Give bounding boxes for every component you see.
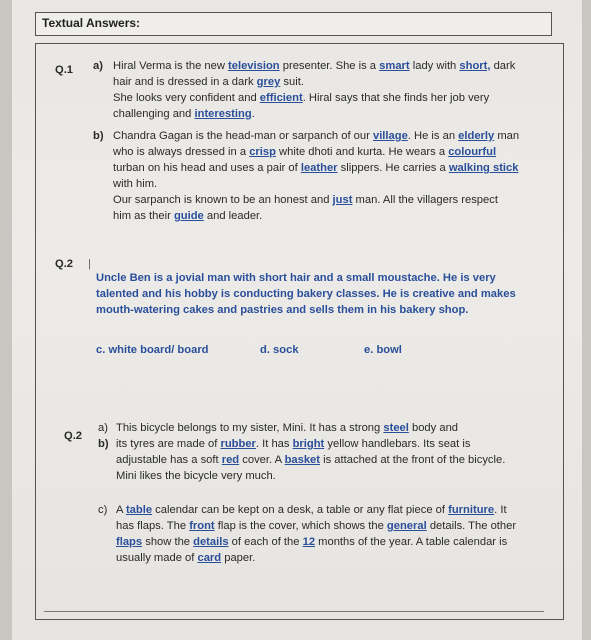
q2b-c-line: [116, 550, 255, 566]
q2b-b-line: [116, 436, 470, 452]
frame-underline: [44, 611, 544, 612]
question-text: man: [494, 130, 520, 142]
question-text: slippers. He carries a: [337, 162, 449, 174]
question-text: him as their: [113, 210, 174, 222]
q2b-number: Q.2: [64, 430, 83, 442]
question-text: A: [116, 504, 126, 516]
q2b-b-line: [116, 452, 505, 468]
q2-option-d: d. sock: [260, 344, 299, 356]
q2b-a-letter: a): [98, 422, 108, 434]
answer-word: basket: [284, 454, 321, 466]
q2b-b-letter: b): [98, 438, 109, 450]
q1-number: Q.1: [55, 64, 74, 76]
q2b-c-line: [116, 502, 507, 518]
q2b-c-letter: c): [98, 504, 108, 516]
question-text: . He is an: [407, 130, 459, 142]
q2b-c-line: [116, 534, 507, 550]
answer-word: leather: [300, 162, 338, 174]
answer-word: smart: [379, 60, 410, 72]
q1-a-letter: a): [93, 60, 103, 72]
q1-a-line: [113, 58, 515, 74]
question-text: calendar can be kept on a desk, a table or any flat piece of: [152, 504, 449, 516]
q2-answer-line-3: mouth-watering cakes and pastries and sells them in his bakery shop.: [96, 304, 469, 316]
q2-option-c: c. white board/ board: [96, 344, 209, 356]
answer-word: just: [332, 194, 353, 206]
answer-word: card: [197, 552, 222, 564]
question-text: suit.: [280, 76, 304, 88]
answer-word: steel: [383, 422, 409, 434]
question-text: show the: [142, 536, 194, 548]
q2-option-e: e. bowl: [364, 344, 402, 356]
cursor-mark: |: [88, 258, 91, 270]
question-text: She looks very confident and: [113, 92, 260, 104]
question-text: dark: [490, 60, 516, 72]
q2-number: Q.2: [55, 258, 74, 270]
answer-word: elderly: [458, 130, 495, 142]
question-text: who is always dressed in a: [113, 146, 250, 158]
question-text: body and: [408, 422, 459, 434]
answer-word: table: [125, 504, 153, 516]
question-text: its tyres are made of: [116, 438, 221, 450]
question-text: This bicycle belongs to my sister, Mini. It has a strong: [116, 422, 384, 434]
answer-word: guide: [173, 210, 204, 222]
q2-answer-line-2: talented and his hobby is conducting bakery classes. He is creative and makes: [96, 288, 516, 300]
question-text: lady with: [409, 60, 460, 72]
question-text: cover. A: [239, 454, 285, 466]
question-text: Mini likes the bicycle very much.: [116, 470, 276, 482]
q1-b-line: [113, 192, 498, 208]
question-text: white dhoti and kurta. He wears a: [275, 146, 449, 158]
q2b-b-line: [116, 468, 276, 484]
question-text: details. The other: [426, 520, 517, 532]
answer-word: 12: [302, 536, 316, 548]
question-text: challenging and: [113, 108, 195, 120]
section-header: Textual Answers:: [42, 16, 141, 30]
question-text: yellow handlebars. Its seat is: [324, 438, 471, 450]
question-text: man. All the villagers respect: [352, 194, 498, 206]
answer-word: details: [193, 536, 229, 548]
q2b-c-line: [116, 518, 516, 534]
answer-word: crisp: [249, 146, 276, 158]
question-text: months of the year. A table calendar is: [315, 536, 508, 548]
answer-word: furniture: [448, 504, 495, 516]
question-text: usually made of: [116, 552, 198, 564]
question-text: turban on his head and uses a pair of: [113, 162, 301, 174]
question-text: of each of the: [228, 536, 303, 548]
question-text: Hiral Verma is the new: [113, 60, 229, 72]
answer-word: interesting: [194, 108, 252, 120]
question-text: hair and is dressed in a dark: [113, 76, 257, 88]
question-text: flap is the cover, which shows the: [214, 520, 387, 532]
answer-word: flaps: [116, 536, 143, 548]
q1-b-line: [113, 128, 519, 144]
answer-word: grey: [256, 76, 281, 88]
answer-word: short,: [459, 60, 491, 72]
answer-word: bright: [292, 438, 325, 450]
answer-word: rubber: [220, 438, 256, 450]
question-text: adjustable has a soft: [116, 454, 222, 466]
question-text: paper.: [221, 552, 256, 564]
answer-word: efficient: [259, 92, 303, 104]
question-text: has flaps. The: [116, 520, 190, 532]
question-text: Our sarpanch is known to be an honest and: [113, 194, 333, 206]
question-text: .: [251, 108, 255, 120]
question-text: presenter. She is a: [279, 60, 380, 72]
question-text: with him.: [113, 178, 158, 190]
section-header-box: [35, 12, 552, 36]
q2b-a-line: [116, 420, 458, 436]
q1-b-line: [113, 208, 262, 224]
answer-word: general: [386, 520, 427, 532]
q1-a-line: [113, 90, 489, 106]
question-text: and leader.: [203, 210, 263, 222]
q1-a-line: [113, 74, 304, 90]
q1-b-line: [113, 176, 157, 192]
answer-word: television: [228, 60, 280, 72]
answer-word: red: [221, 454, 240, 466]
q1-b-letter: b): [93, 130, 104, 142]
question-text: is attached at the front of the bicycle.: [320, 454, 506, 466]
q1-b-line: [113, 144, 496, 160]
question-text: Chandra Gagan is the head-man or sarpanch of our: [113, 130, 373, 142]
question-text: . It: [494, 504, 507, 516]
answer-word: front: [189, 520, 215, 532]
q1-b-line: [113, 160, 518, 176]
q1-a-line: [113, 106, 255, 122]
q2-answer-line-1: Uncle Ben is a jovial man with short hair and a small moustache. He is very: [96, 272, 496, 284]
question-text: . Hiral says that she finds her job very: [302, 92, 490, 104]
question-text: . It has: [255, 438, 293, 450]
answer-word: walking stick: [448, 162, 519, 174]
answer-word: village: [372, 130, 408, 142]
answer-word: colourful: [448, 146, 497, 158]
